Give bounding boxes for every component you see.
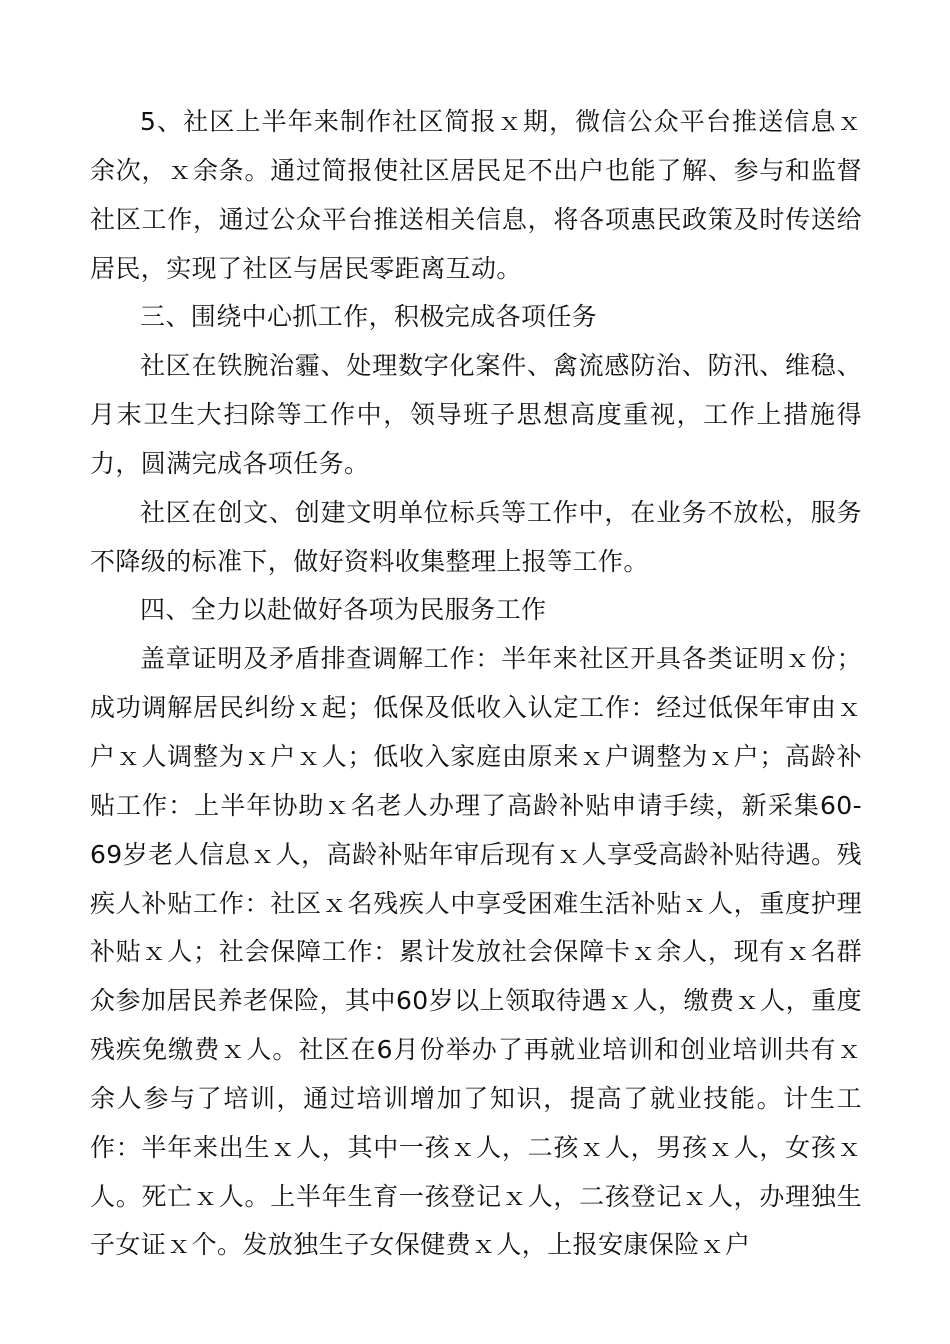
paragraph-newsletter-stats: 5、社区上半年来制作社区简报ｘ期，微信公众平台推送信息ｘ余次，ｘ余条。通过简报使社区居民足不出户也能了解、参与和监督社区工作，通过公众平台推送相关信息，将各项惠民政策及时传送给居民，实现了社区与居民零距离互动。 — [90, 107, 862, 283]
paragraph-central-tasks: 社区在铁腕治霾、处理数字化案件、禽流感防治、防汛、维稳、月末卫生大扫除等工作中，领导班子思想高度重视，工作上措施得力，圆满完成各项任务。 — [90, 351, 862, 478]
paragraph-civilization-work: 社区在创文、创建文明单位标兵等工作中，在业务不放松，服务不降级的标准下，做好资料收集整理上报等工作。 — [90, 497, 862, 576]
section-heading-four: 四、全力以赴做好各项为民服务工作 — [140, 595, 547, 625]
document-page — [90, 98, 862, 1270]
paragraph-resident-services: 盖章证明及矛盾排查调解工作：半年来社区开具各类证明ｘ份；成功调解居民纠纷ｘ起；低保及低收入认定工作：经过低保年审由ｘ户ｘ人调整为ｘ户ｘ人；低收入家庭由原来ｘ户调整为ｘ户；高龄补贴工作：上半年协助ｘ名老人办理了高龄补贴申请手续，新采集60-69岁老人信息ｘ人，高龄补贴年审后现有ｘ人享受高龄补贴待遇。残疾人补贴工作：社区ｘ名残疾人中享受困难生活补贴ｘ人，重度护理补贴ｘ人；社会保障工作：累计发放社会保障卡ｘ余人，现有ｘ名群众参加居民养老保险，其中60岁以上领取待遇ｘ人，缴费ｘ人，重度残疾免缴费ｘ人。社区在6月份举办了再就业培训和创业培训共有ｘ余人参与了培训，通过培训增加了知识，提高了就业技能。计生工作：半年来出生ｘ人，其中一孩ｘ人，二孩ｘ人，男孩ｘ人，女孩ｘ人。死亡ｘ人。上半年生育一孩登记ｘ人，二孩登记ｘ人，办理独生子女证ｘ个。发放独生子女保健费ｘ人，上报安康保险ｘ户 — [90, 644, 862, 1260]
section-heading-three: 三、围绕中心抓工作，积极完成各项任务 — [140, 302, 598, 332]
